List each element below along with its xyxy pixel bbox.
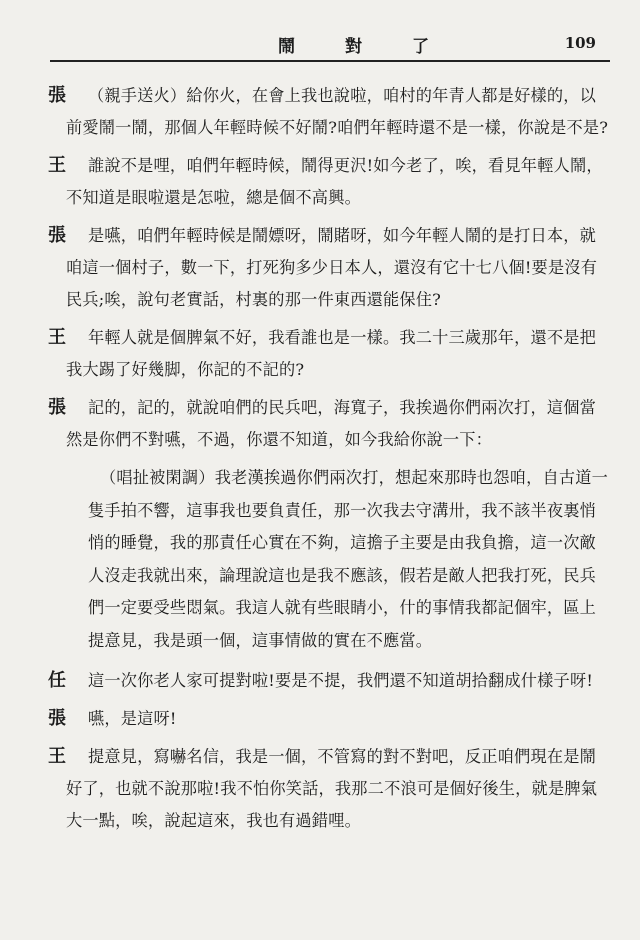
song-passage: （唱扯被閑調）我老漢挨過你們兩次打，想起來那時也怨咱，自古道一隻手拍不響，這事我也要負責任，那一次我去守溝卅，我不該半夜裏悄悄的睡覺，我的那責任心實在不夠，這擔子主要是由我負擔，這一次敵人沒走我就出來，論理說這也是我不應該，假若是敵人把我打死，民兵們一定要受些悶氣。我這人就有些眼睛小，什的事情我都記個牢，區上提意見，我是頭一個，這事情做的實在不應當。 (88, 468, 609, 650)
chapter-title: 鬧對了 (278, 37, 479, 57)
dialogue-text: 是嚥，咱們年輕時候是鬧嫖呀，鬧賭呀，如今年輕人鬧的是打日本，就咱這一個村子，數一下，打死狗多少日本人，還沒有它十七八個!要是沒有民兵;唉，說句老實話，村裏的那一件東西還能保住? (66, 226, 598, 309)
dialogue-text: 嚥，是這呀! (88, 709, 177, 728)
running-header (50, 26, 610, 62)
speaker-label: 張 (48, 225, 66, 246)
dialogue-line (48, 220, 610, 316)
speaker-label: 任 (48, 670, 66, 691)
dialogue-line (48, 741, 610, 837)
speaker-label: 王 (48, 155, 66, 176)
dialogue-line (48, 80, 610, 144)
speaker-label: 張 (48, 397, 66, 418)
dialogue-text: 提意見，寫嚇名信，我是一個，不管寫的對不對吧，反正咱們現在是鬧好了，也就不說那啦!我不怕你笑話，我那二不浪可是個好後生，就是脾氣大一點，唉，說起這來，我也有過錯哩。 (66, 747, 598, 830)
dialogue-line (48, 322, 610, 386)
speaker-label: 王 (48, 327, 66, 348)
dialogue-text: （親手送火）給你火，在會上我也說啦，咱村的年青人都是好樣的，以前愛鬧一鬧，那個人年輕時候不好鬧?咱們年輕時還不是一樣，你說是不是? (66, 86, 609, 137)
dialogue-text: 這一次你老人家可提對啦!要是不提，我們還不知道胡拾翻成什樣子呀! (88, 671, 594, 690)
speaker-label: 王 (48, 746, 66, 767)
dialogue-line (48, 150, 610, 214)
dialogue-text: 年輕人就是個脾氣不好，我看誰也是一樣。我二十三歲那年，還不是把我大踢了好幾脚，你記的不記的? (66, 328, 597, 379)
page-body (48, 80, 610, 843)
dialogue-text: 記的，記的，就說咱們的民兵吧，海寬子，我挨過你們兩次打，這個當然是你們不對嚥，不過，你還不知道，如今我給你說一下： (66, 398, 597, 449)
speaker-label: 張 (48, 85, 66, 106)
dialogue-line (48, 392, 610, 456)
page-number: 109 (564, 34, 596, 52)
dialogue-line (48, 665, 610, 697)
dialogue-text: 誰說不是哩，咱們年輕時候，鬧得更沢!如今老了，唉，看見年輕人鬧，不知道是眼啦還是怎啦，總是個不高興。 (66, 156, 603, 207)
speaker-label: 張 (48, 708, 66, 729)
dialogue-line (48, 703, 610, 735)
